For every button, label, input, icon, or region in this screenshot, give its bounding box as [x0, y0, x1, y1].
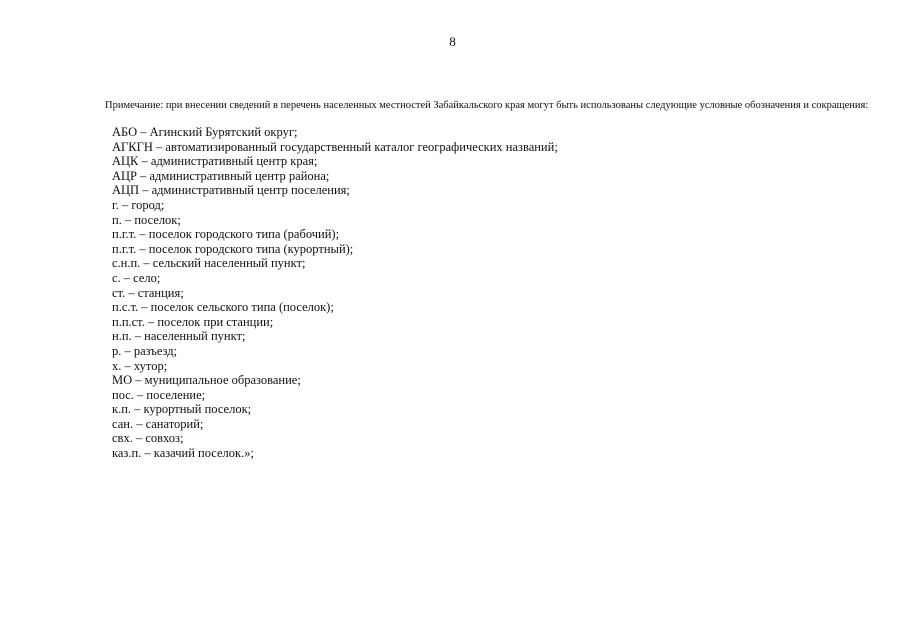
abbreviation-item: п.с.т. – поселок сельского типа (поселок);: [112, 300, 334, 315]
abbreviation-item: АЦК – административный центр края;: [112, 154, 318, 169]
abbreviation-list: [112, 125, 712, 461]
abbreviation-item: н.п. – населенный пункт;: [112, 329, 246, 344]
abbreviation-item: ст. – станция;: [112, 285, 184, 300]
abbreviation-item: МО – муниципальное образование;: [112, 373, 301, 388]
abbreviation-item: п.п.ст. – поселок при станции;: [112, 314, 274, 329]
abbreviation-item: с. – село;: [112, 270, 161, 285]
abbreviation-item: п. – поселок;: [112, 212, 181, 227]
abbreviation-item: сан. – санаторий;: [112, 416, 204, 431]
abbreviation-item: с.н.п. – сельский населенный пункт;: [112, 256, 306, 271]
abbreviation-item: АБО – Агинский Бурятский округ;: [112, 125, 298, 139]
abbreviation-item: к.п. – курортный поселок;: [112, 402, 252, 417]
note-paragraph: Примечание: при внесении сведений в перечень населенных местностей Забайкальского края могут быть использованы следующие условные обозначения и сокращения:: [105, 100, 869, 111]
abbreviation-item: пос. – поселение;: [112, 387, 206, 402]
abbreviation-item: п.г.т. – поселок городского типа (курортный);: [112, 241, 354, 256]
abbreviation-item: х. – хутор;: [112, 358, 168, 373]
abbreviation-item: свх. – совхоз;: [112, 431, 184, 446]
abbreviation-item: р. – разъезд;: [112, 343, 178, 358]
abbreviation-item: АГКГН – автоматизированный государственный каталог географических названий;: [112, 139, 558, 154]
abbreviation-item: АЦР – административный центр района;: [112, 168, 330, 183]
abbreviation-item: г. – город;: [112, 197, 165, 212]
page-number: 8: [449, 34, 456, 49]
abbreviation-item: каз.п. – казачий поселок.»;: [112, 446, 254, 461]
abbreviation-item: п.г.т. – поселок городского типа (рабочий);: [112, 227, 340, 242]
abbreviation-item: АЦП – административный центр поселения;: [112, 183, 350, 198]
